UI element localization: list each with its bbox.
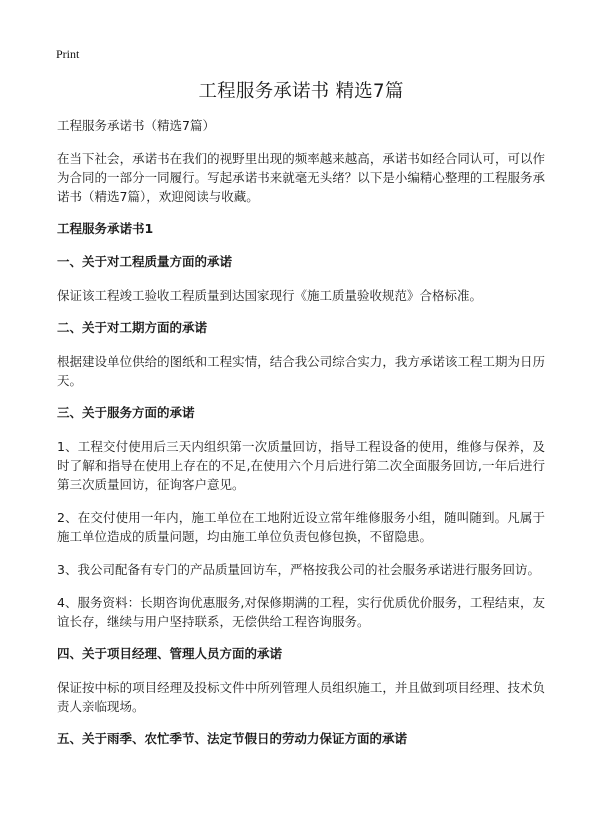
paragraph-service-3: 3、我公司配备有专门的产品质量回访车，严格按我公司的社会服务承诺进行服务回访。	[57, 562, 540, 577]
section-title: 工程服务承诺书1	[57, 221, 154, 236]
intro-paragraph: 在当下社会，承诺书在我们的视野里出现的频率越来越高，承诺书如经合同认可，可以作为合同的一部分一同履行。写起承诺书来就毫无头绪？以下是小编精心整理的工程服务承诺书（精选7篇），欢迎阅读与收藏。	[57, 151, 545, 204]
print-link[interactable]: Print	[56, 47, 80, 61]
heading-3: 三、关于服务方面的承诺	[57, 405, 195, 420]
page-title: 工程服务承诺书 精选7篇	[198, 81, 404, 102]
paragraph-schedule: 根据建设单位供给的图纸和工程实情，结合我公司综合实力，我方承诺该工程工期为日历天。	[57, 354, 545, 388]
document-body	[57, 80, 545, 763]
heading-2: 二、关于对工期方面的承诺	[57, 320, 208, 335]
heading-5: 五、关于雨季、农忙季节、法定节假日的劳动力保证方面的承诺	[57, 731, 408, 746]
paragraph-management: 保证按中标的项目经理及投标文件中所列管理人员组织施工，并且做到项目经理、技术负责人亲临现场。	[57, 680, 545, 714]
paragraph-quality: 保证该工程竣工验收工程质量到达国家现行《施工质量验收规范》合格标准。	[57, 288, 483, 303]
heading-4: 四、关于项目经理、管理人员方面的承诺	[57, 646, 283, 661]
heading-1: 一、关于对工程质量方面的承诺	[57, 254, 233, 269]
document-subtitle: 工程服务承诺书（精选7篇）	[57, 118, 215, 133]
paragraph-service-2: 2、在交付使用一年内，施工单位在工地附近设立常年维修服务小组，随叫随到。凡属于施工单位造成的质量问题，均由施工单位负责包修包换，不留隐患。	[57, 510, 545, 544]
paragraph-service-1: 1、工程交付使用后三天内组织第一次质量回访，指导工程设备的使用，维修与保养，及时了解和指导在使用上存在的不足,在使用六个月后进行第二次全面服务回访,一年后进行第三次质量回访，征询客户意见。	[57, 439, 545, 492]
paragraph-service-4: 4、服务资料：长期咨询优惠服务,对保修期满的工程，实行优质优价服务，工程结束，友谊长存，继续与用户坚持联系，无偿供给工程咨询服务。	[57, 595, 545, 629]
